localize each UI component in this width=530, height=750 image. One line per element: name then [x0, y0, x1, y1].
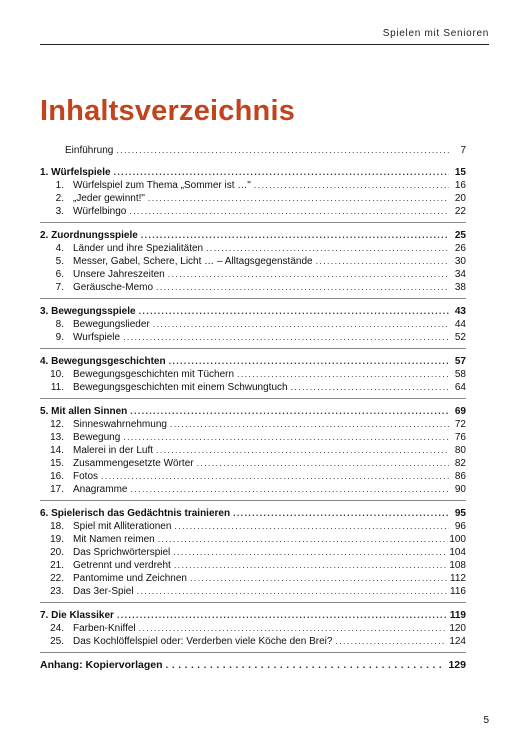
- toc-entry-page: 86: [454, 471, 466, 482]
- toc-heading-label: 6. Spielerisch das Gedächtnis trainieren: [40, 508, 231, 519]
- section-divider: [40, 500, 466, 501]
- toc-heading-page: 95: [454, 508, 466, 519]
- dot-leader: [190, 572, 447, 585]
- toc-heading-label: 5. Mit allen Sinnen: [40, 406, 128, 417]
- toc-entry-number: 4.: [55, 243, 64, 254]
- toc-entry-label: Malerei in der Luft: [73, 445, 154, 456]
- toc-entry[interactable]: [40, 368, 466, 381]
- section-divider: [40, 348, 466, 349]
- toc-entry-page: 108: [449, 560, 466, 571]
- toc-entry[interactable]: [40, 431, 466, 444]
- dot-leader: [168, 268, 449, 281]
- toc-entry[interactable]: [40, 281, 466, 294]
- toc-section-heading[interactable]: [40, 305, 466, 318]
- toc-entry-page: 112: [450, 573, 466, 584]
- toc-entry-number: 10.: [50, 369, 64, 380]
- toc-entry-number: 8.: [55, 319, 64, 330]
- toc-entry-page: 120: [449, 623, 466, 634]
- toc-entry-label: Getrennt und verdreht: [73, 560, 171, 571]
- toc-entry[interactable]: [40, 444, 466, 457]
- toc-entry[interactable]: [40, 585, 466, 598]
- dot-leader: [139, 305, 449, 318]
- toc-entry-label: Mit Namen reimen: [73, 534, 155, 545]
- toc-entry-page: 44: [454, 319, 466, 330]
- dot-leader: [233, 507, 449, 520]
- toc-entry-label: Sinneswahrnehmung: [73, 419, 167, 430]
- toc-entry-number: 15.: [50, 458, 64, 469]
- dot-leader: [117, 609, 447, 622]
- toc-entry-label: Würfelbingo: [73, 206, 127, 217]
- dot-leader: [169, 355, 449, 368]
- section-divider: [40, 222, 466, 223]
- toc-section-heading[interactable]: [40, 609, 466, 622]
- toc-entry[interactable]: [40, 268, 466, 281]
- toc-entry-label: Länder und ihre Spezialitäten: [73, 243, 204, 254]
- dot-leader: [153, 318, 449, 331]
- toc-entry[interactable]: [40, 483, 466, 496]
- toc-entry-page: 82: [454, 458, 466, 469]
- toc-entry-number: 6.: [55, 269, 64, 280]
- toc-entry-number: 12.: [50, 419, 64, 430]
- toc-entry-label: Bewegungsgeschichten mit einem Schwungtuch: [73, 382, 288, 393]
- toc-entry-label: Einführung: [65, 145, 114, 156]
- dot-leader: [123, 431, 449, 444]
- toc-entry-label: Das Sprichwörterspiel: [73, 547, 171, 558]
- toc-entry[interactable]: [40, 381, 466, 394]
- dot-leader: [137, 585, 447, 598]
- toc-entry[interactable]: [40, 622, 466, 635]
- toc-entry-number: 2.: [55, 193, 64, 204]
- toc-entry-page: 76: [454, 432, 466, 443]
- page-title: Inhaltsverzeichnis: [40, 95, 296, 127]
- dot-leader: [139, 622, 447, 635]
- dot-leader: [166, 659, 446, 672]
- toc-entry-number: 16.: [50, 471, 64, 482]
- toc-entry-number: 22.: [50, 573, 64, 584]
- toc-section-heading[interactable]: [40, 166, 466, 179]
- toc-entry-number: 9.: [55, 332, 64, 343]
- toc-entry-label: Würfelspiel zum Thema „Sommer ist …": [73, 180, 251, 191]
- toc-entry-label: Pantomime und Zeichnen: [73, 573, 187, 584]
- toc-entry-page: 38: [454, 282, 466, 293]
- toc-entry-label: Geräusche-Memo: [73, 282, 154, 293]
- toc-entry-page: 20: [454, 193, 466, 204]
- dot-leader: [237, 368, 449, 381]
- toc-sections: [40, 166, 466, 653]
- toc-section-heading[interactable]: [40, 229, 466, 242]
- section-divider: [40, 602, 466, 603]
- dot-leader: [141, 229, 449, 242]
- toc-entry-number: 11.: [50, 382, 64, 393]
- dot-leader: [291, 381, 449, 394]
- dot-leader: [123, 331, 449, 344]
- toc-entry-page: 22: [454, 206, 466, 217]
- dot-leader: [158, 533, 447, 546]
- toc-entry[interactable]: [40, 546, 466, 559]
- dot-leader: [116, 144, 449, 157]
- toc-entry-page: 26: [454, 243, 466, 254]
- toc-heading-label: 2. Zuordnungsspiele: [40, 230, 138, 241]
- dot-leader: [114, 166, 449, 179]
- dot-leader: [174, 520, 449, 533]
- toc-entry[interactable]: [40, 318, 466, 331]
- toc-entry[interactable]: [40, 179, 466, 192]
- toc-entry-number: 23.: [50, 586, 64, 597]
- toc-entry-page: 58: [454, 369, 466, 380]
- toc-entry[interactable]: [40, 457, 466, 470]
- toc-entry-label: „Jeder gewinnt!": [73, 193, 145, 204]
- toc-entry-number: 21.: [50, 560, 64, 571]
- toc-entry-label: Spiel mit Alliterationen: [73, 521, 172, 532]
- toc-entry-label: Anhang: Kopiervorlagen: [40, 659, 163, 671]
- toc-entry-page: 64: [454, 382, 466, 393]
- section-divider: [40, 398, 466, 399]
- toc-entry[interactable]: [40, 255, 466, 268]
- toc-entry-page: 96: [454, 521, 466, 532]
- toc-entry[interactable]: [40, 192, 466, 205]
- toc-entry-page: 52: [454, 332, 466, 343]
- toc-entry[interactable]: [40, 331, 466, 344]
- toc-entry-number: 25.: [50, 636, 64, 647]
- toc-entry[interactable]: [40, 418, 466, 431]
- toc-entry-label: Unsere Jahreszeiten: [73, 269, 165, 280]
- toc-entry-page: 124: [449, 636, 466, 647]
- toc-heading-page: 119: [449, 610, 466, 621]
- dot-leader: [335, 635, 446, 648]
- dot-leader: [156, 281, 449, 294]
- toc-entry-number: 19.: [50, 534, 64, 545]
- toc-entry-page: 30: [454, 256, 466, 267]
- toc-entry-page: 72: [454, 419, 466, 430]
- dot-leader: [156, 444, 449, 457]
- toc-entry-label: Zusammengesetzte Wörter: [73, 458, 194, 469]
- toc-entry-number: 17.: [50, 484, 64, 495]
- section-divider: [40, 298, 466, 299]
- toc-entry[interactable]: [40, 242, 466, 255]
- toc-section-heading[interactable]: [40, 405, 466, 418]
- toc-entry-number: 13.: [50, 432, 64, 443]
- toc-entry[interactable]: [40, 205, 466, 218]
- toc-entry-number: 5.: [55, 256, 64, 267]
- toc-entry-number: 7.: [55, 282, 64, 293]
- toc-entry[interactable]: [40, 559, 466, 572]
- dot-leader: [197, 457, 449, 470]
- toc-heading-label: 3. Bewegungsspiele: [40, 306, 136, 317]
- toc-entry-page: 34: [454, 269, 466, 280]
- toc-heading-page: 69: [454, 406, 466, 417]
- toc-section-heading[interactable]: [40, 507, 466, 520]
- toc-entry-page: 104: [449, 547, 466, 558]
- dot-leader: [130, 405, 449, 418]
- toc-heading-page: 15: [454, 167, 466, 178]
- toc-entry-number: 14.: [50, 445, 64, 456]
- dot-leader: [129, 205, 449, 218]
- toc-heading-page: 25: [454, 230, 466, 241]
- toc-entry-number: 18.: [50, 521, 64, 532]
- dot-leader: [206, 242, 449, 255]
- toc-entry-number: 1.: [55, 180, 64, 191]
- dot-leader: [148, 192, 449, 205]
- header-rule: [40, 44, 489, 45]
- toc-heading-page: 43: [454, 306, 466, 317]
- toc-heading-page: 57: [454, 356, 466, 367]
- dot-leader: [170, 418, 449, 431]
- dot-leader: [173, 546, 446, 559]
- toc-entry-label: Wurfspiele: [73, 332, 121, 343]
- toc-entry-page: 90: [454, 484, 466, 495]
- toc-heading-label: 7. Die Klassiker: [40, 610, 114, 621]
- toc-entry-label: Das Kochlöffelspiel oder: Verderben viele Köche den Brei?: [73, 636, 333, 647]
- toc-entry-label: Das 3er-Spiel: [73, 586, 134, 597]
- toc-entry-number: 20.: [50, 547, 64, 558]
- toc-heading-label: 1. Würfelspiele: [40, 167, 111, 178]
- running-header: Spielen mit Senioren: [382, 28, 489, 39]
- toc-entry[interactable]: [40, 572, 466, 585]
- toc-entry-page: 129: [448, 659, 466, 671]
- toc-entry-label: Messer, Gabel, Schere, Licht … – Alltagsgegenstände: [73, 256, 313, 267]
- toc-entry[interactable]: [40, 520, 466, 533]
- toc-entry-page: 7: [460, 145, 466, 156]
- toc-entry[interactable]: [40, 533, 466, 546]
- toc-entry-label: Fotos: [73, 471, 99, 482]
- toc-heading-label: 4. Bewegungsgeschichten: [40, 356, 166, 367]
- toc-entry-label: Bewegungslieder: [73, 319, 150, 330]
- page-number: 5: [483, 715, 489, 726]
- toc-entry-page: 16: [454, 180, 466, 191]
- dot-leader: [130, 483, 449, 496]
- toc-entry-page: 80: [454, 445, 466, 456]
- dot-leader: [174, 559, 446, 572]
- toc-entry-label: Farben-Kniffel: [73, 623, 136, 634]
- dot-leader: [254, 179, 449, 192]
- section-divider: [40, 652, 466, 653]
- toc-entry-page: 100: [449, 534, 466, 545]
- toc-section-heading[interactable]: [40, 355, 466, 368]
- toc-entry-label: Bewegung: [73, 432, 121, 443]
- toc-entry-label: Bewegungsgeschichten mit Tüchern: [73, 369, 235, 380]
- toc-entry-page: 116: [450, 586, 466, 597]
- toc-entry-number: 3.: [55, 206, 64, 217]
- toc-appendix-entry[interactable]: [40, 659, 466, 672]
- toc-entry-label: Anagramme: [73, 484, 128, 495]
- toc-entry[interactable]: [40, 470, 466, 483]
- toc-entry-number: 24.: [50, 623, 64, 634]
- toc-entry[interactable]: [40, 635, 466, 648]
- dot-leader: [101, 470, 449, 483]
- table-of-contents: [40, 144, 466, 672]
- dot-leader: [316, 255, 449, 268]
- toc-intro-entry[interactable]: [40, 144, 466, 157]
